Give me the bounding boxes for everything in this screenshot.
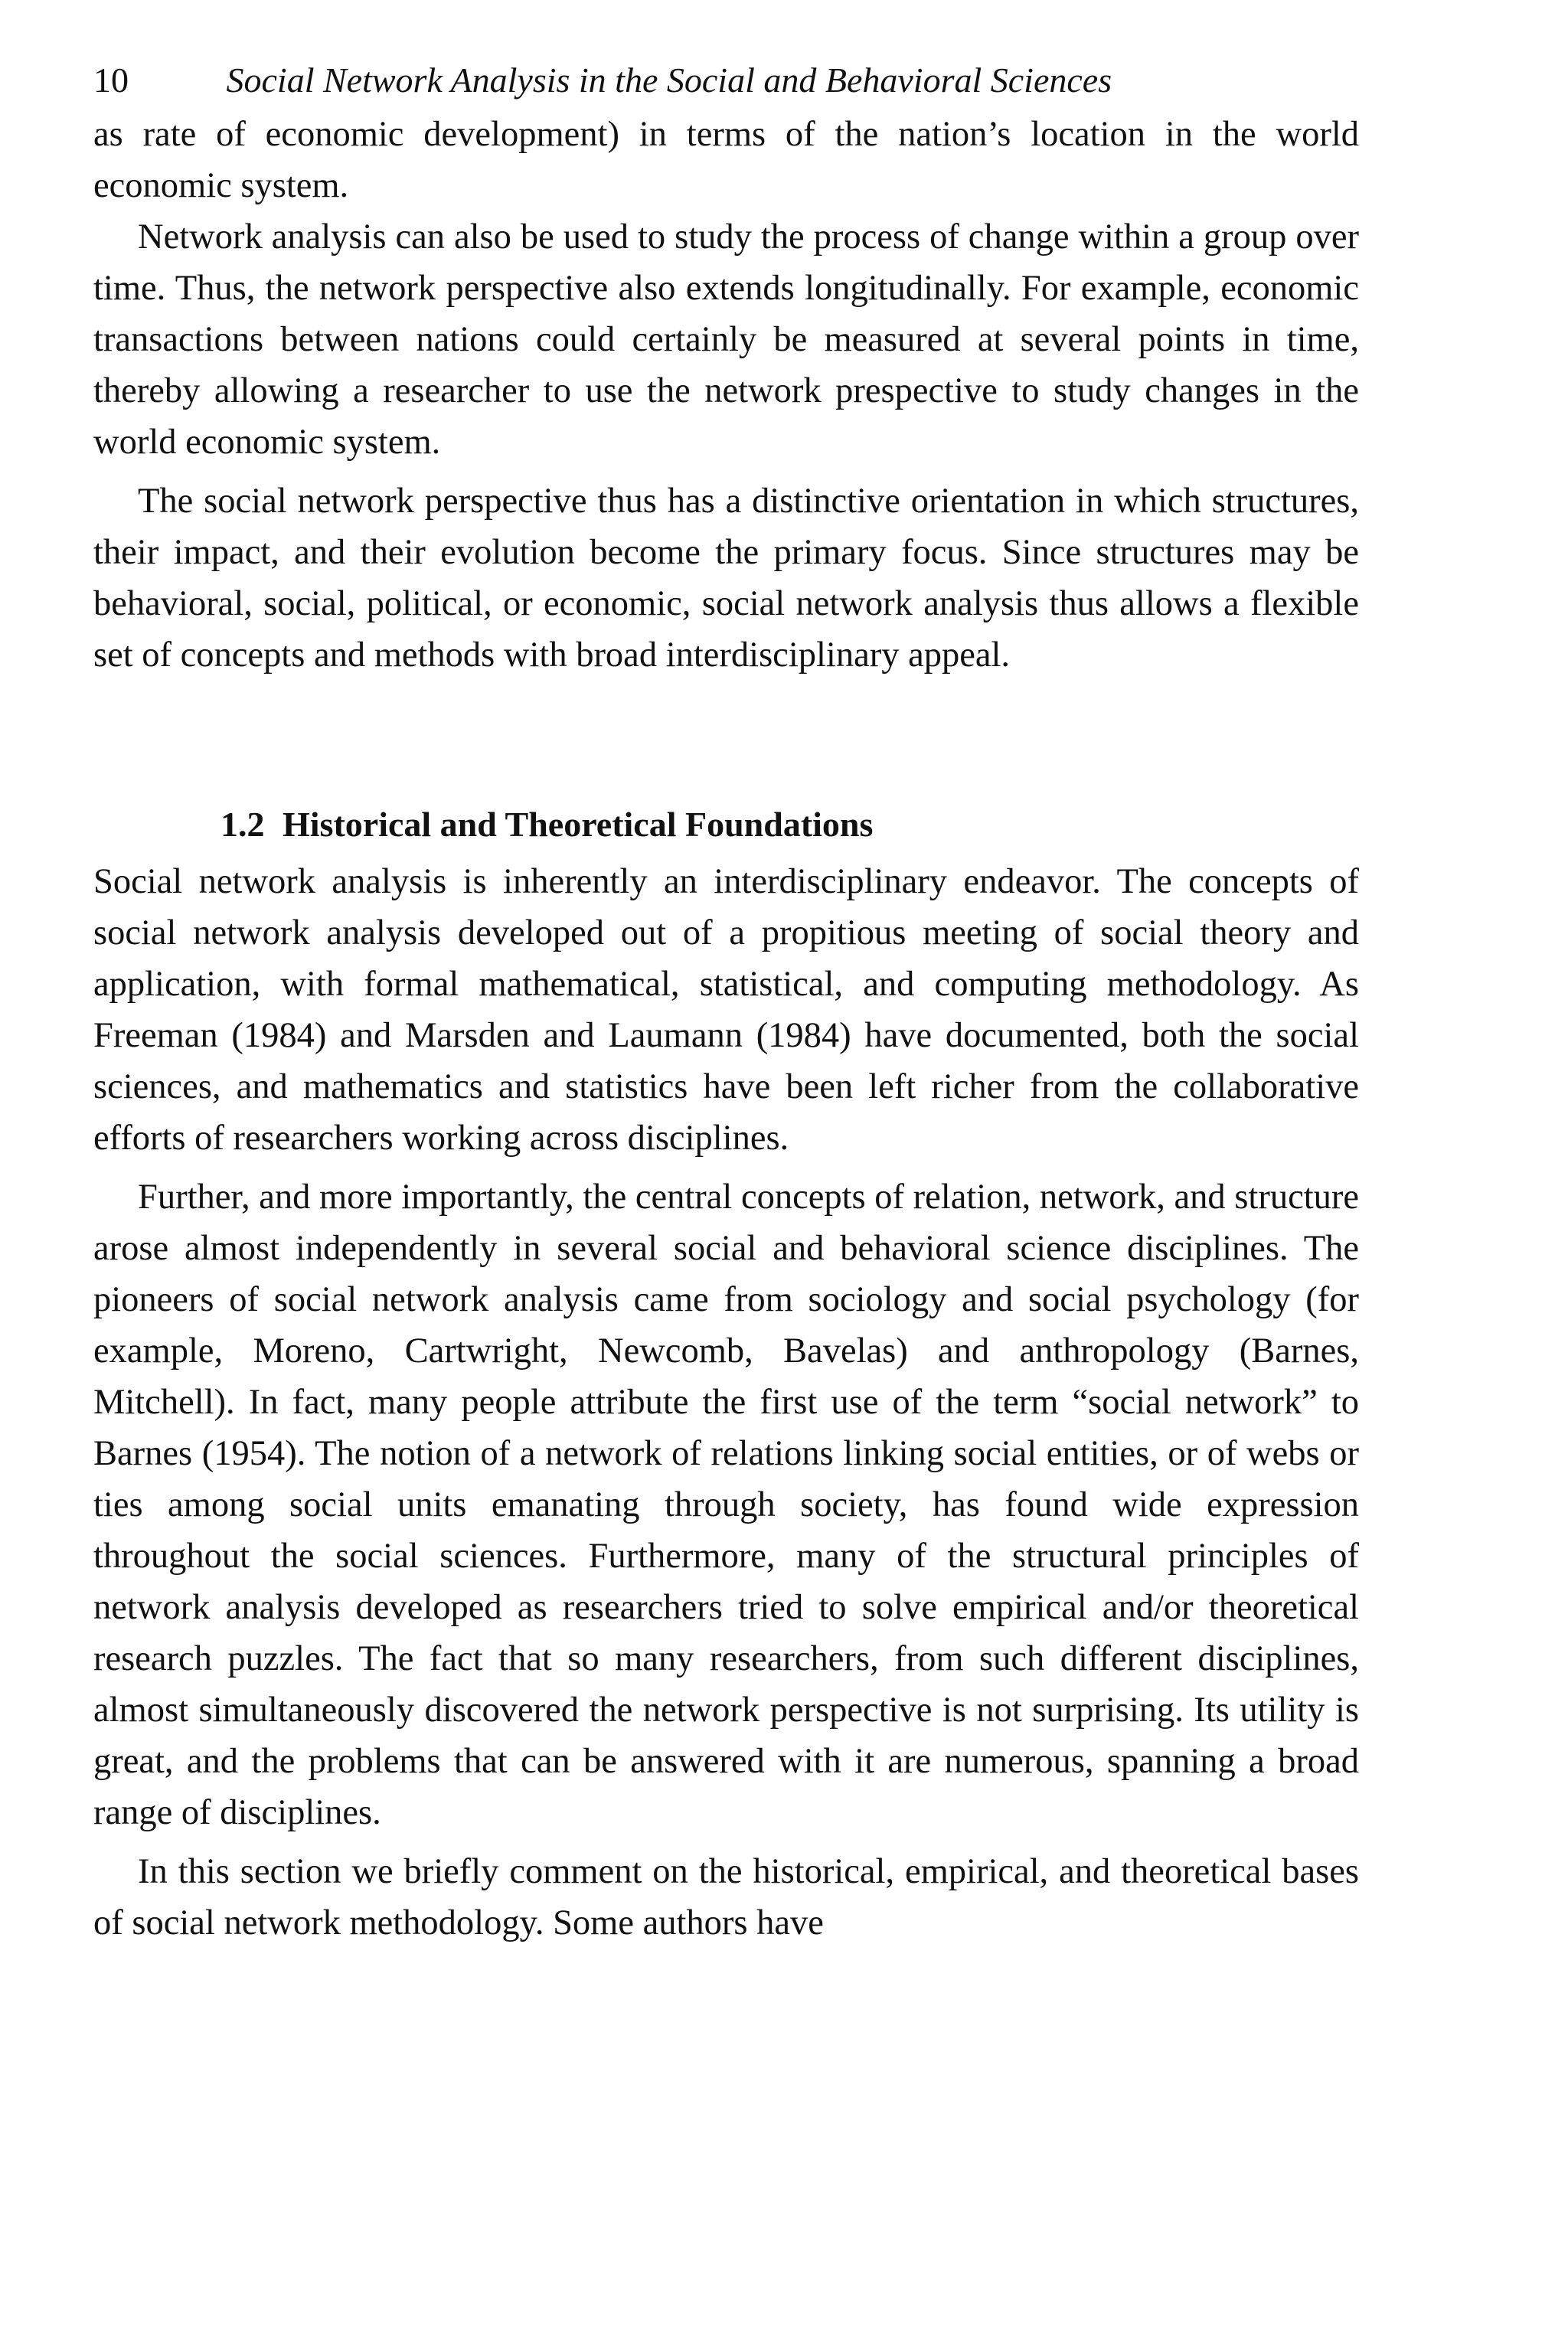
page-body bbox=[93, 109, 1359, 1949]
paragraph-interdisciplinary: Social network analysis is inherently an interdisciplinary endeavor. The concepts of social network analysis developed out of a propitious meeting of social theory and application, with formal mathematical, statistical, and computing methodology. As Freeman (1984) and Marsden and Laumann (1984) have documented, both the social sciences, and mathematics and statistics have been left richer from the collaborative efforts of researchers working across disciplines. bbox=[93, 862, 1359, 1158]
paragraph-concepts: Further, and more importantly, the central concepts of relation, network, and structure arose almost independently in several social and behavioral science disciplines. The pioneers of social network analysis came from sociology and social psychology (for example, Moreno, Cartwright, Newcomb, Bavelas) and anthropology (Barnes, Mitchell). In fact, many people attribute the first use of the term “social network” to Barnes (1954). The notion of a network of relations linking social entities, or of webs or ties among social units emanating through society, has found wide expression throughout the social sciences. Furthermore, many of the structural principles of network analysis developed as researchers tried to solve empirical and/or theoretical research puzzles. The fact that so many researchers, from such different disciplines, almost simultaneously discovered the network perspective is not surprising. Its utility is great, and the problems that can be answered with it are numerous, spanning a broad range of disciplines. bbox=[93, 1178, 1359, 1832]
paragraph-continued: as rate of economic development) in terms of the nation’s location in the world economic system. bbox=[93, 115, 1359, 205]
book-page bbox=[93, 52, 1359, 1949]
paragraph-orientation: The social network perspective thus has a distinctive orientation in which structures, their impact, and their evolution become the primary focus. Since structures may be behavioral, social, political, or economic, social network analysis thus allows a flexible set of concepts and methods with broad interdisciplinary appeal. bbox=[93, 482, 1359, 675]
section-title: Historical and Theoretical Foundations bbox=[283, 805, 874, 844]
page-number: 10 bbox=[93, 60, 129, 100]
section-number: 1.2 bbox=[220, 805, 265, 844]
section-heading bbox=[93, 798, 1359, 851]
book-title: Social Network Analysis in the Social and Behavioral Sciences bbox=[226, 60, 1112, 100]
paragraph-section-intro: In this section we briefly comment on the historical, empirical, and theoretical bases of social network methodology. Some authors have bbox=[93, 1852, 1359, 1942]
paragraph-longitudinal: Network analysis can also be used to study the process of change within a group over time. Thus, the network perspective also extends longitudinally. For example, economic transactions between nations could certainly be measured at several points in time, thereby allowing a researcher to use the network prespective to study changes in the world economic system. bbox=[93, 217, 1359, 462]
running-head bbox=[93, 52, 1359, 109]
